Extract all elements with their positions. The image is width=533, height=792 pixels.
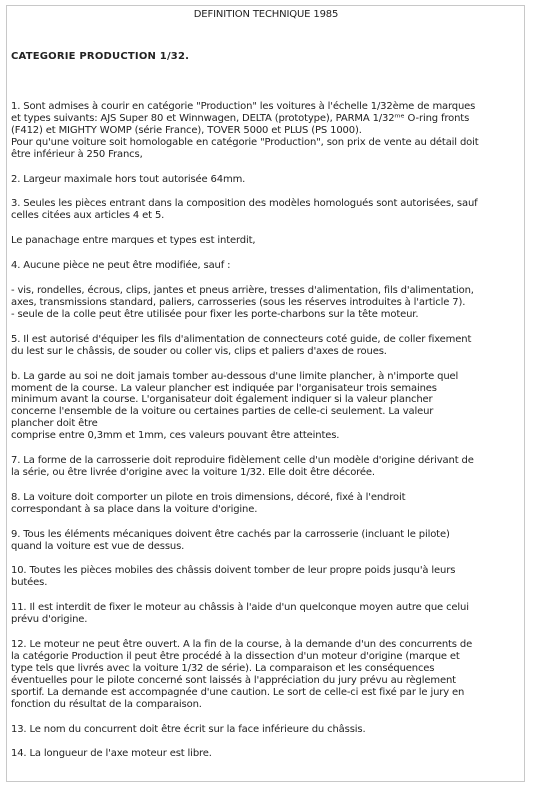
paragraph-line: 10. Toutes les pièces mobiles des châssis doivent tomber de leur propre poids jusqu'à leurs bbox=[11, 565, 456, 577]
paragraph bbox=[11, 455, 521, 479]
paragraph-gap bbox=[11, 735, 521, 748]
paragraph-line: 3. Seules les pièces entrant dans la composition des modèles homologués sont autorisées, sauf bbox=[11, 198, 478, 210]
paragraph-line: - seule de la colle peut être utilisée pour fixer les porte-charbons sur la tête moteur. bbox=[11, 308, 419, 320]
paragraph-line: 4. Aucune pièce ne peut être modifiée, sauf : bbox=[11, 260, 231, 272]
document-page bbox=[6, 5, 525, 782]
paragraph-line: concerne l'ensemble de la voiture ou certaines parties de celle-ci seulement. La valeur bbox=[11, 406, 434, 418]
paragraph bbox=[11, 174, 521, 186]
paragraph-line: être inférieur à 250 Francs, bbox=[11, 148, 143, 160]
paragraph-line: 13. Le nom du concurrent doit être écrit sur la face inférieure du châssis. bbox=[11, 723, 366, 735]
paragraph-gap bbox=[11, 185, 521, 198]
paragraph-line: celles citées aux articles 4 et 5. bbox=[11, 210, 165, 222]
paragraph-gap bbox=[11, 358, 521, 371]
paragraph bbox=[11, 260, 521, 272]
paragraph-gap bbox=[11, 272, 521, 285]
paragraph bbox=[11, 285, 521, 321]
paragraph-line: la série, ou être livrée d'origine avec la voiture 1/32. Elle doit être décorée. bbox=[11, 466, 375, 478]
paragraph-line: la catégorie Production il peut être procédé à la dissection d'un moteur d'origine (marque et bbox=[11, 651, 460, 662]
paragraph bbox=[11, 724, 521, 736]
paragraph-line: - vis, rondelles, écrous, clips, jantes et pneus arrière, tresses d'alimentation, fils d'alimentation, bbox=[11, 285, 474, 297]
paragraph-gap bbox=[11, 626, 521, 639]
paragraph-line: axes, transmissions standard, paliers, carrosseries (sous les réserves introduites à l'article 7). bbox=[11, 296, 466, 308]
paragraph-line: Pour qu'une voiture soit homologable en catégorie "Production", son prix de vente au détail doit bbox=[11, 136, 479, 148]
paragraph-gap bbox=[11, 63, 521, 101]
paragraph bbox=[11, 371, 521, 442]
paragraph-line: 11. Il est interdit de fixer le moteur au châssis à l'aide d'un quelconque moyen autre que celui bbox=[11, 602, 469, 614]
paragraph-gap bbox=[11, 479, 521, 492]
paragraph-line: butées. bbox=[11, 577, 48, 589]
document-body bbox=[11, 9, 521, 760]
paragraph-line: éventuelles pour le pilote concerné sont laissés à l'appréciation du jury prévu au règlement bbox=[11, 674, 456, 686]
paragraph-line: 1. Sont admises à courir en catégorie "Production" les voitures à l'échelle 1/32ème de marques bbox=[11, 101, 476, 112]
paragraph-gap bbox=[11, 711, 521, 724]
paragraph-gap bbox=[11, 516, 521, 529]
paragraph-gap bbox=[11, 161, 521, 174]
paragraph-list bbox=[11, 63, 521, 760]
paragraph-line: prévu d'origine. bbox=[11, 614, 88, 626]
category-heading: CATEGORIE PRODUCTION 1/32. bbox=[11, 51, 190, 62]
paragraph-line: et types suivants: AJS Super 80 et Winnwagen, DELTA (prototype), PARMA 1/32ᵐᵉ O-ring fronts bbox=[11, 112, 470, 124]
paragraph-line: plancher doit être bbox=[11, 418, 98, 430]
paragraph-line: 9. Tous les éléments mécaniques doivent être cachés par la carrosserie (incluant le pilote) bbox=[11, 528, 450, 540]
paragraph-line: 12. Le moteur ne peut être ouvert. A la fin de la course, à la demande d'un des concurrents de bbox=[11, 639, 473, 651]
paragraph bbox=[11, 334, 521, 358]
paragraph-gap bbox=[11, 552, 521, 565]
paragraph-line: sportif. La demande est accompagnée d'une caution. Le sort de celle-ci est fixé par le jury en bbox=[11, 686, 465, 698]
paragraph bbox=[11, 198, 521, 222]
paragraph-line: b. La garde au soi ne doit jamais tomber au-dessous d'une limite plancher, à n'importe quel bbox=[11, 370, 459, 382]
paragraph-line: type tels que livrés avec la voiture 1/32 de série). La comparaison et les conséquences bbox=[11, 662, 435, 674]
paragraph-line: du lest sur le châssis, de souder ou coller vis, clips et paliers d'axes de roues. bbox=[11, 345, 387, 357]
paragraph-line: fonction du résultat de la comparaison. bbox=[11, 698, 202, 710]
paragraph-line: 5. Il est autorisé d'équiper les fils d'alimentation de connecteurs coté guide, de coller fixement bbox=[11, 333, 472, 345]
paragraph bbox=[11, 565, 521, 589]
paragraph bbox=[11, 748, 521, 760]
paragraph bbox=[11, 492, 521, 516]
paragraph-line: minimum avant la course. L'organisateur doit également indiquer si la valeur plancher bbox=[11, 394, 433, 406]
paragraph-gap bbox=[11, 442, 521, 455]
paragraph-gap bbox=[11, 222, 521, 235]
paragraph-gap bbox=[11, 589, 521, 602]
paragraph bbox=[11, 639, 521, 710]
paragraph-line: 2. Largeur maximale hors tout autorisée 64mm. bbox=[11, 173, 246, 185]
paragraph-gap bbox=[11, 247, 521, 260]
paragraph-line: (F412) et MIGHTY WOMP (série France), TOVER 5000 et PLUS (PS 1000). bbox=[11, 124, 362, 136]
document-title: DEFINITION TECHNIQUE 1985 bbox=[193, 9, 339, 20]
paragraph bbox=[11, 602, 521, 626]
paragraph bbox=[11, 101, 521, 161]
paragraph-line: 8. La voiture doit comporter un pilote en trois dimensions, décoré, fixé à l'endroit bbox=[11, 491, 406, 503]
paragraph-line: 14. La longueur de l'axe moteur est libre. bbox=[11, 748, 212, 760]
paragraph-line: moment de la course. La valeur plancher est indiquée par l'organisateur trois semaines bbox=[11, 382, 437, 394]
paragraph-line: Le panachage entre marques et types est interdit, bbox=[11, 235, 256, 247]
paragraph-line: correspondant à sa place dans la voiture d'origine. bbox=[11, 503, 258, 515]
paragraph bbox=[11, 529, 521, 553]
paragraph-line: comprise entre 0,3mm et 1mm, ces valeurs pouvant être atteintes. bbox=[11, 430, 340, 442]
paragraph-line: quand la voiture est vue de dessus. bbox=[11, 540, 185, 552]
paragraph-line: 7. La forme de la carrosserie doit reproduire fidèlement celle d'un modèle d'origine dérivant de bbox=[11, 455, 474, 467]
paragraph bbox=[11, 235, 521, 247]
paragraph-gap bbox=[11, 321, 521, 334]
